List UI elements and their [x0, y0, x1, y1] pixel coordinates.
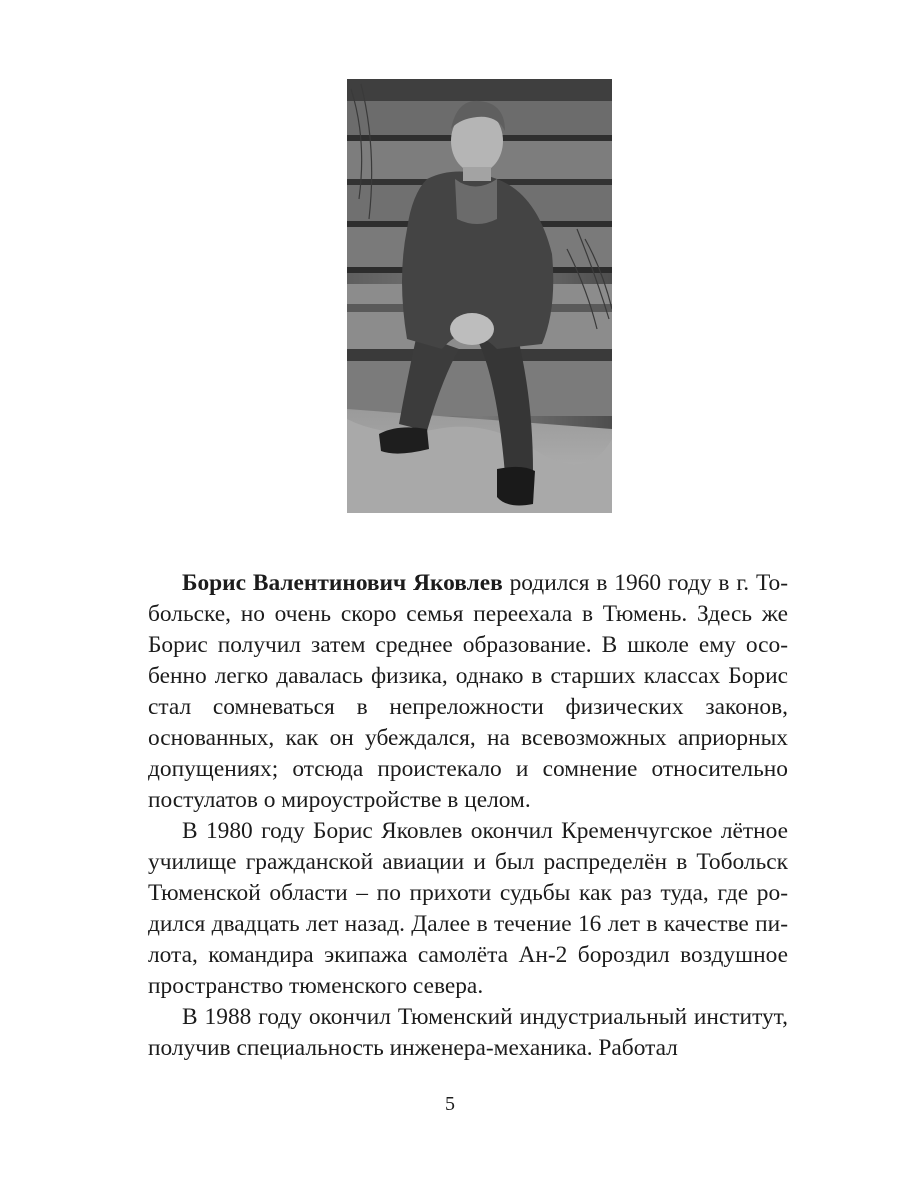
biography-text — [148, 568, 788, 1064]
author-name: Борис Валентинович Яковлев — [182, 570, 503, 596]
paragraph-text: В 1988 году окончил Тюменский индустриальный институт, получив специальность инженера-механика. Работал — [148, 1004, 788, 1061]
biography-paragraph — [148, 1002, 788, 1064]
paragraph-text: родился в 1960 году в г. Тобольске, но очень скоро семья переехала в Тюмень. Здесь же Борис получил затем среднее образование. В школе ему особенно легко давалась физика, однако в старших классах Борис стал сомневаться в непреложности физических законов, основанных, как он убеждался, на всевозможных априорных допущениях; отсюда проистекало и сомнение относительно постулатов о мироустройстве в целом. — [148, 570, 788, 813]
biography-paragraph — [148, 568, 788, 816]
biography-paragraph — [148, 816, 788, 1002]
portrait-photo — [347, 79, 612, 513]
page-number: 5 — [445, 1093, 455, 1115]
paragraph-text: В 1980 году Борис Яковлев окончил Кременчугское лётное училище гражданской авиации и был распределён в Тобольск Тюменской области – по прихоти судьбы как раз туда, где родился двадцать лет назад. Далее в течение 16 лет в качестве пилота, командира экипажа самолёта Ан-2 бороздил воздушное пространство тюменского севера. — [148, 818, 788, 999]
portrait-photo-icon — [347, 79, 612, 513]
